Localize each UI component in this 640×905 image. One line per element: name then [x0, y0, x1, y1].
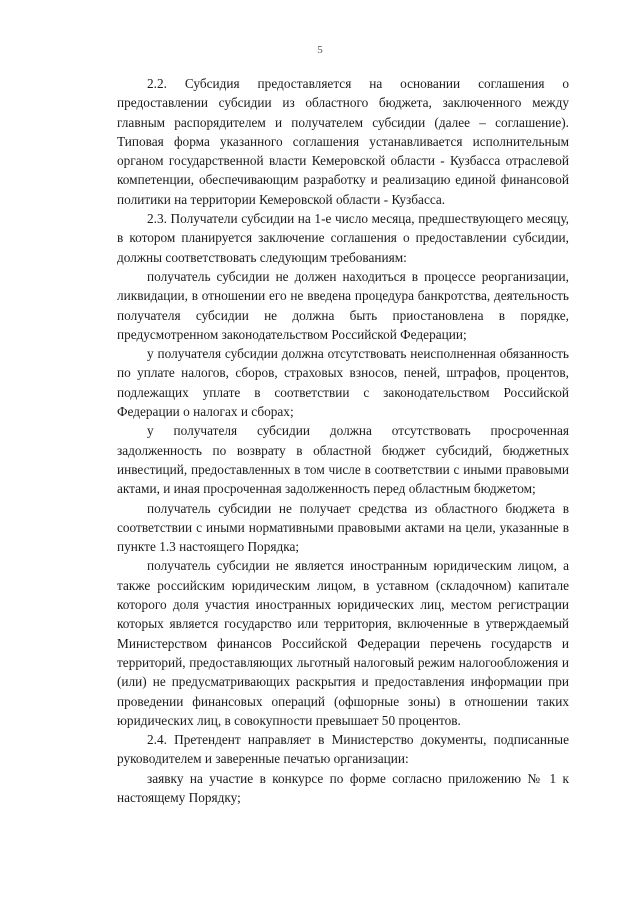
requirement-not-foreign-entity: получатель субсидии не является иностранным юридическим лицом, а также российским юридическим лицом, в уставном (складочном) капитале которого доля участия иностранных юридических лиц, местом регистрации которых является государство или территория, включенные в утверждаемый Министерством финансов Российской Федерации перечень государств и территорий, предоставляющих льготный налоговый режим налогообложения и (или) не предусматривающих раскрытия и предоставления информации при проведении финансовых операций (офшорные зоны) в отношении таких юридических лиц, в совокупности превышает 50 процентов. — [117, 558, 569, 728]
requirement-no-budget-debt: у получателя субсидии должна отсутствовать просроченная задолженность по возврату в областной бюджет субсидий, бюджетных инвестиций, предоставленных в том числе в соответствии с иными правовыми актами, и иная просроченная задолженность перед областным бюджетом; — [117, 423, 569, 497]
document-item-application: заявку на участие в конкурсе по форме согласно приложению № 1 к настоящему Порядку; — [117, 770, 569, 805]
requirement-no-reorganization: получатель субсидии не должен находиться в процессе реорганизации, ликвидации, в отношении его не введена процедура банкротства, деятельность получателя субсидии не должна быть приостановлена в порядке, предусмотренном законодательством Российской Федерации; — [117, 268, 569, 342]
requirement-no-other-funding: получатель субсидии не получает средства из областного бюджета в соответствии с иными нормативными правовыми актами на цели, указанные в пункте 1.3 настоящего Порядка; — [117, 500, 569, 555]
document-body — [117, 74, 569, 807]
paragraph-2-3: 2.3. Получатели субсидии на 1-е число месяца, предшествующего месяцу, в котором планируется заключение соглашения о предоставлении субсидии, должны соответствовать следующим требованиям: — [117, 211, 569, 265]
paragraph-2-2: 2.2. Субсидия предоставляется на основании соглашения о предоставлении субсидии из областного бюджета, заключенного между главным распорядителем и получателем субсидии (далее – соглашение). Типовая форма указанного соглашения устанавливается исполнительным органом государственной власти Кемеровской области - Кузбасса отраслевой компетенции, обеспечивающим разработку и реализацию единой финансовой политики на территории Кемеровской области - Кузбасса. — [117, 76, 569, 207]
requirement-no-tax-debt: у получателя субсидии должна отсутствовать неисполненная обязанность по уплате налогов, сборов, страховых взносов, пеней, штрафов, процентов, подлежащих уплате в соответствии с законодательством Российской Федерации о налогах и сборах; — [117, 346, 569, 420]
page-number: 5 — [317, 44, 323, 56]
paragraph-2-4: 2.4. Претендент направляет в Министерство документы, подписанные руководителем и заверенные печатью организации: — [117, 732, 569, 767]
